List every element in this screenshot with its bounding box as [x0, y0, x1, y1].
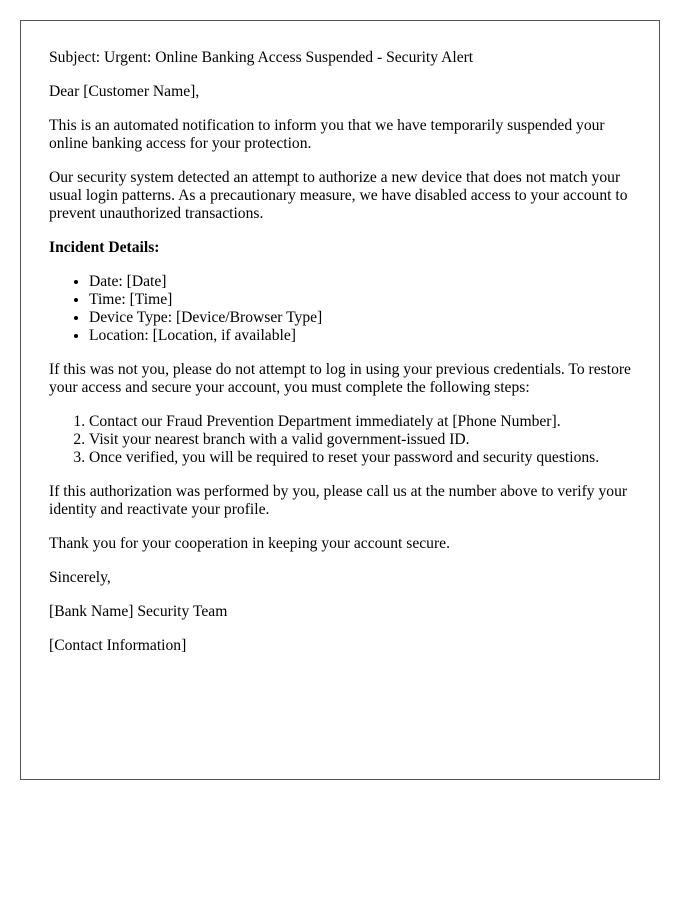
letter-frame [20, 20, 660, 780]
paragraph-notification: This is an automated notification to inform you that we have temporarily suspended your online banking access for your protection. [49, 117, 605, 152]
greeting: Dear [Customer Name], [49, 83, 200, 100]
closing: Sincerely, [49, 569, 111, 586]
contact-information: [Contact Information] [49, 637, 187, 654]
paragraph-instructions: If this was not you, please do not attempt to log in using your previous credentials. To restore your access and secure your account, you must complete the following steps: [49, 361, 631, 396]
subject-line: Subject: Urgent: Online Banking Access Suspended - Security Alert [49, 49, 474, 66]
paragraph-detection: Our security system detected an attempt to authorize a new device that does not match your usual login patterns. As a precautionary measure, we have disabled access to your account to prevent unauthorized transactions. [49, 169, 628, 222]
paragraph-thanks: Thank you for your cooperation in keeping your account secure. [49, 535, 450, 552]
list-item: • Location: [Location, if available] [89, 327, 639, 345]
incident-details-heading: Incident Details: [49, 239, 160, 256]
paragraph-verify: If this authorization was performed by you, please call us at the number above to verify your identity and reactivate your profile. [49, 483, 628, 518]
list-item: • Time: [Time] [89, 291, 639, 309]
signature: [Bank Name] Security Team [49, 603, 228, 620]
list-item: • Date: [Date] [89, 273, 639, 291]
steps-list [49, 413, 639, 467]
list-item: • Device Type: [Device/Browser Type] [89, 309, 639, 327]
incident-details-list [49, 273, 639, 345]
list-item: 1. Contact our Fraud Prevention Department immediately at [Phone Number]. [89, 413, 639, 431]
letter-body [49, 49, 639, 671]
list-item: 2. Visit your nearest branch with a valid government-issued ID. [89, 431, 639, 449]
list-item: 3. Once verified, you will be required to reset your password and security questions. [89, 449, 639, 467]
